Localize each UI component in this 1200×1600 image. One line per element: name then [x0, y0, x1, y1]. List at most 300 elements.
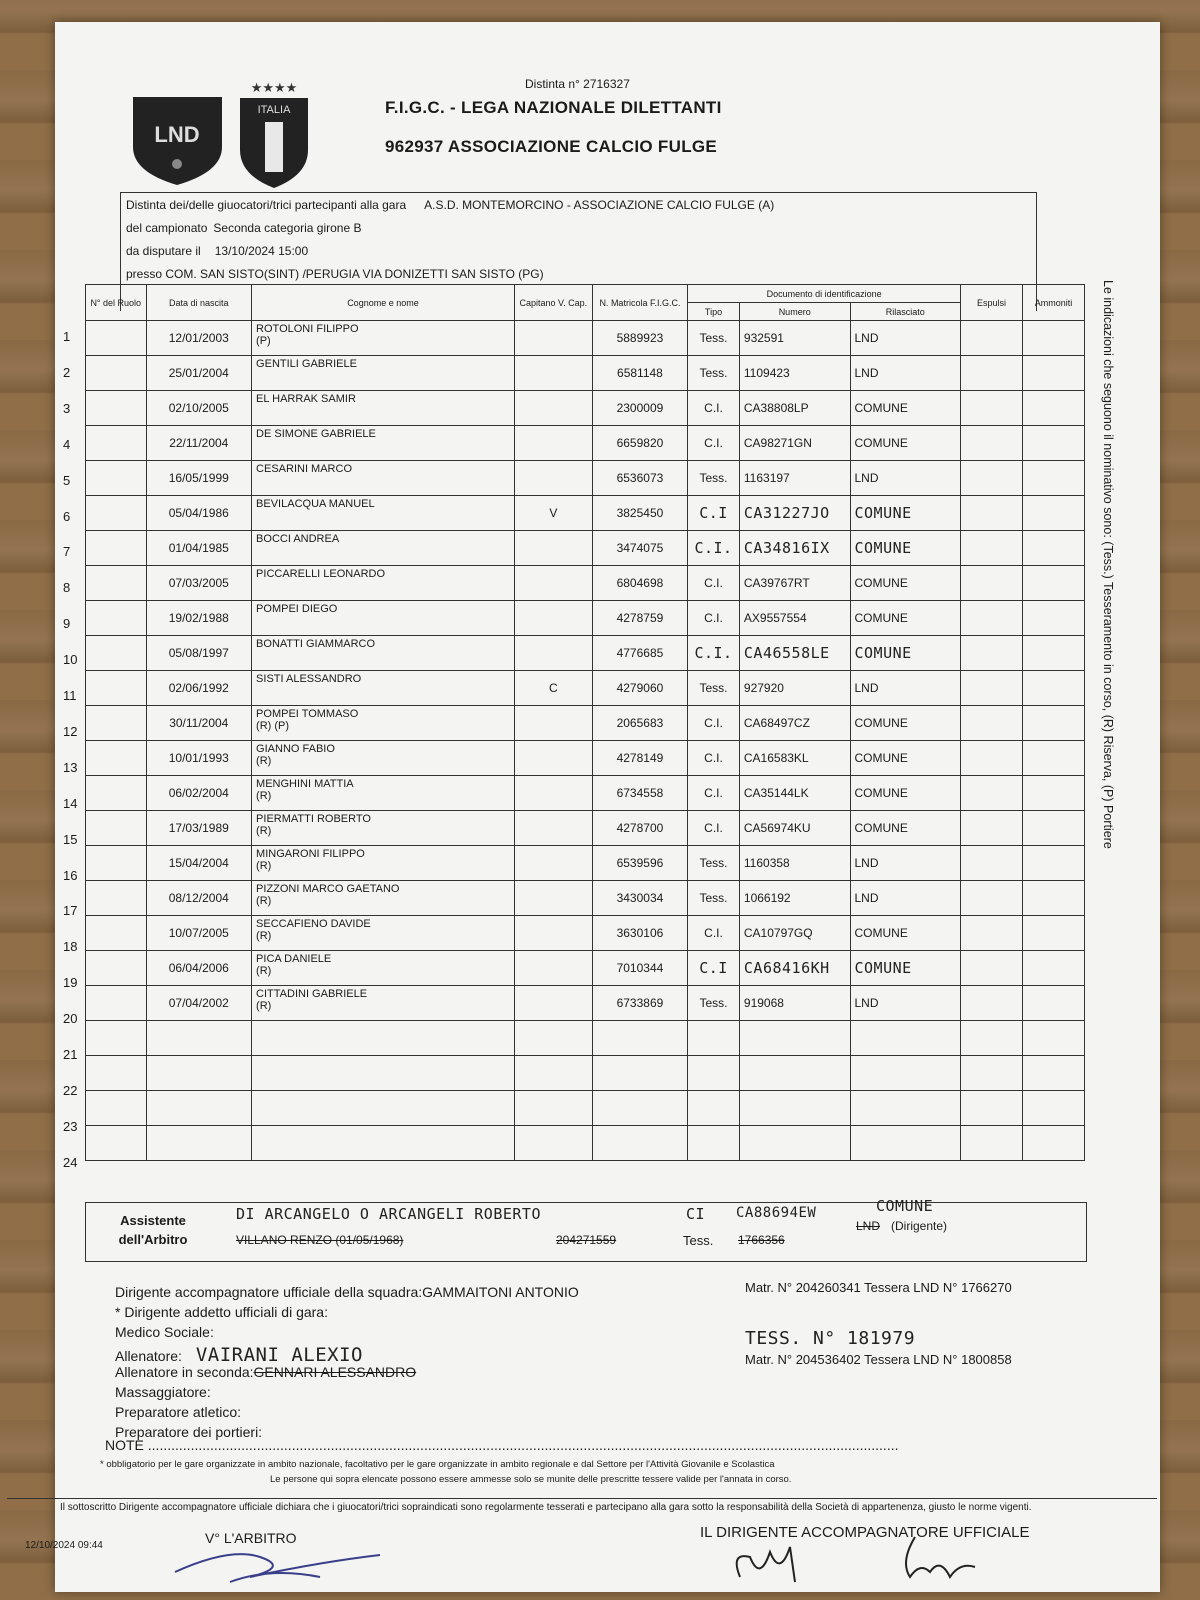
col-espulsi: Espulsi	[961, 285, 1023, 321]
name-cell	[252, 461, 515, 496]
player-name: MINGARONI FILIPPO	[256, 848, 365, 860]
doc-type-cell: C.I.	[688, 706, 740, 741]
dirigente-line: Dirigente accompagnatore ufficiale della squadra:GAMMAITONI ANTONIO	[115, 1284, 579, 1300]
doc-type-cell: C.I	[688, 496, 740, 531]
ruolo-cell	[86, 356, 147, 391]
captain-cell	[514, 1126, 592, 1161]
name-cell	[252, 531, 515, 566]
name-cell	[252, 1091, 515, 1126]
allenatore-label: Allenatore:	[115, 1348, 182, 1364]
doc-issuer-cell	[850, 1056, 961, 1091]
header-club: 962937 ASSOCIAZIONE CALCIO FULGE	[385, 137, 718, 156]
espulsi-cell	[961, 566, 1023, 601]
doc-number-cell: CA68497CZ	[739, 706, 850, 741]
name-cell	[252, 496, 515, 531]
doc-number-cell: CA98271GN	[739, 426, 850, 461]
espulsi-cell	[961, 1126, 1023, 1161]
col-ammoniti: Ammoniti	[1023, 285, 1085, 321]
player-name: DE SIMONE GABRIELE	[256, 428, 376, 440]
seconda-struck-name: GENNARI ALESSANDRO	[253, 1364, 417, 1380]
captain-cell	[514, 566, 592, 601]
table-row	[86, 601, 1085, 636]
doc-issuer-cell: COMUNE	[850, 776, 961, 811]
col-matricola: N. Matricola F.I.G.C.	[592, 285, 687, 321]
captain-cell	[514, 1056, 592, 1091]
matricola-cell: 3825450	[592, 496, 687, 531]
player-name: CITTADINI GABRIELE	[256, 988, 368, 1000]
row-number: 12	[63, 723, 78, 739]
birthdate-cell: 01/04/1985	[146, 531, 252, 566]
doc-issuer-cell: COMUNE	[850, 531, 961, 566]
name-cell	[252, 811, 515, 846]
captain-cell	[514, 846, 592, 881]
table-row	[86, 741, 1085, 776]
ammoniti-cell	[1023, 846, 1085, 881]
espulsi-cell	[961, 741, 1023, 776]
assistente-struck-name: VILLANO RENZO (01/05/1968)	[236, 1233, 404, 1247]
row-number: 15	[63, 831, 78, 847]
table-row	[86, 1056, 1085, 1091]
captain-cell	[514, 741, 592, 776]
doc-number-cell: CA68416KH	[739, 951, 850, 986]
espulsi-cell	[961, 846, 1023, 881]
doc-number-cell: CA31227JO	[739, 496, 850, 531]
espulsi-cell	[961, 601, 1023, 636]
allenatore-tess-hand: TESS. N° 181979	[745, 1328, 916, 1349]
captain-cell	[514, 811, 592, 846]
row-number: 24	[63, 1154, 78, 1170]
ruolo-cell	[86, 741, 147, 776]
ruolo-cell	[86, 1126, 147, 1161]
espulsi-cell	[961, 671, 1023, 706]
player-name: GENTILI GABRIELE	[256, 358, 357, 370]
ammoniti-cell	[1023, 1126, 1085, 1161]
table-row	[86, 776, 1085, 811]
doc-issuer-cell: LND	[850, 356, 961, 391]
matricola-cell: 5889923	[592, 321, 687, 356]
ruolo-cell	[86, 671, 147, 706]
name-cell	[252, 776, 515, 811]
espulsi-cell	[961, 531, 1023, 566]
ruolo-cell	[86, 426, 147, 461]
doc-issuer-cell: COMUNE	[850, 496, 961, 531]
doc-number-cell: CA10797GQ	[739, 916, 850, 951]
assistente-num-struck: 1766356	[738, 1233, 785, 1247]
espulsi-cell	[961, 391, 1023, 426]
dichiarazione: Il sottoscritto Dirigente accompagnatore ufficiale dichiara che i giuocatori/trici sopraindicati sono regolarmente tesserati e partecipano alla gara sotto la responsabilità della Società di appartenenza, giusto le norme vigenti.	[60, 1502, 1032, 1513]
ammoniti-cell	[1023, 706, 1085, 741]
print-timestamp: 12/10/2024 09:44	[25, 1540, 103, 1551]
note-line: NOTE .................................................................................................................................................................................................	[105, 1437, 899, 1453]
table-row	[86, 566, 1085, 601]
doc-type-cell: C.I.	[688, 426, 740, 461]
ammoniti-cell	[1023, 461, 1085, 496]
ruolo-cell	[86, 531, 147, 566]
birthdate-cell: 05/04/1986	[146, 496, 252, 531]
matricola-cell: 6659820	[592, 426, 687, 461]
row-number: 22	[63, 1082, 78, 1098]
doc-issuer-cell: COMUNE	[850, 916, 961, 951]
birthdate-cell: 05/08/1997	[146, 636, 252, 671]
birthdate-cell: 02/06/1992	[146, 671, 252, 706]
player-name: PICA DANIELE	[256, 953, 332, 965]
birthdate-cell: 15/04/2004	[146, 846, 252, 881]
espulsi-cell	[961, 461, 1023, 496]
doc-number-cell: 1160358	[739, 846, 850, 881]
doc-type-cell: Tess.	[688, 846, 740, 881]
ruolo-cell	[86, 461, 147, 496]
assistente-struck-matr: 204271559	[556, 1233, 617, 1247]
player-name: PICCARELLI LEONARDO	[256, 568, 386, 580]
doc-issuer-cell: LND	[850, 881, 961, 916]
player-name: PIZZONI MARCO GAETANO	[256, 883, 400, 895]
table-row	[86, 461, 1085, 496]
assistente-num-hand: CA88694EW	[736, 1205, 817, 1221]
player-note: (R)	[256, 790, 272, 802]
ammoniti-cell	[1023, 1091, 1085, 1126]
ammoniti-cell	[1023, 356, 1085, 391]
espulsi-cell	[961, 356, 1023, 391]
ammoniti-cell	[1023, 566, 1085, 601]
ammoniti-cell	[1023, 986, 1085, 1021]
ruolo-cell	[86, 1056, 147, 1091]
doc-type-cell: C.I.	[688, 391, 740, 426]
player-note: (R)	[256, 965, 272, 977]
doc-issuer-cell: COMUNE	[850, 426, 961, 461]
table-row	[86, 496, 1085, 531]
date-line: da disputare il 13/10/2024 15:00	[126, 244, 309, 258]
player-name: BONATTI GIAMMARCO	[256, 638, 376, 650]
captain-cell	[514, 881, 592, 916]
table-row	[86, 426, 1085, 461]
player-note: (R) (P)	[256, 720, 290, 732]
ruolo-cell	[86, 321, 147, 356]
table-row	[86, 951, 1085, 986]
seconda-label: Allenatore in seconda:	[115, 1364, 254, 1380]
doc-type-cell: C.I.	[688, 636, 740, 671]
ammesse-note: Le persone qui sopra elencate possono essere ammesse solo se munite delle prescritte tessere valide per l'annata in corso.	[270, 1474, 792, 1485]
matricola-cell: 4278149	[592, 741, 687, 776]
doc-type-cell: C.I.	[688, 531, 740, 566]
matricola-cell: 6733869	[592, 986, 687, 1021]
doc-number-cell	[739, 1091, 850, 1126]
birthdate-cell: 10/01/1993	[146, 741, 252, 776]
espulsi-cell	[961, 1056, 1023, 1091]
col-nascita: Data di nascita	[146, 285, 252, 321]
matricola-cell: 4279060	[592, 671, 687, 706]
matricola-cell	[592, 1126, 687, 1161]
table-row	[86, 706, 1085, 741]
name-cell	[252, 951, 515, 986]
table-row	[86, 846, 1085, 881]
matricola-cell	[592, 1021, 687, 1056]
espulsi-cell	[961, 321, 1023, 356]
row-number: 18	[63, 939, 78, 955]
massaggiatore-line: Massaggiatore:	[115, 1384, 211, 1400]
captain-cell	[514, 321, 592, 356]
doc-type-cell: C.I.	[688, 741, 740, 776]
espulsi-cell	[961, 776, 1023, 811]
captain-cell	[514, 951, 592, 986]
doc-issuer-cell: COMUNE	[850, 951, 961, 986]
player-note: (R)	[256, 755, 272, 767]
col-nome: Cognome e nome	[252, 285, 515, 321]
ammoniti-cell	[1023, 321, 1085, 356]
name-cell	[252, 391, 515, 426]
doc-number-cell: 1066192	[739, 881, 850, 916]
name-cell	[252, 1056, 515, 1091]
ruolo-cell	[86, 391, 147, 426]
row-number: 19	[63, 975, 78, 991]
ammoniti-cell	[1023, 881, 1085, 916]
doc-type-cell: C.I.	[688, 776, 740, 811]
row-number: 17	[63, 903, 78, 919]
doc-issuer-cell: COMUNE	[850, 566, 961, 601]
player-note: (R)	[256, 930, 272, 942]
name-cell	[252, 986, 515, 1021]
matricola-cell: 7010344	[592, 951, 687, 986]
assistente-ril-note: (Dirigente)	[891, 1219, 948, 1233]
document-sheet	[25, 22, 1160, 1592]
doc-type-cell: C.I	[688, 951, 740, 986]
player-name: SECCAFIENO DAVIDE	[256, 918, 371, 930]
espulsi-cell	[961, 1091, 1023, 1126]
matricola-cell: 3630106	[592, 916, 687, 951]
matricola-cell: 4278759	[592, 601, 687, 636]
ruolo-cell	[86, 601, 147, 636]
ammoniti-cell	[1023, 811, 1085, 846]
captain-cell	[514, 916, 592, 951]
name-cell	[252, 321, 515, 356]
svg-text:ITALIA: ITALIA	[257, 104, 291, 116]
seconda-matr: Matr. N° 204536402 Tessera LND N° 1800858	[745, 1352, 1012, 1367]
matricola-cell: 2300009	[592, 391, 687, 426]
doc-type-cell: C.I.	[688, 566, 740, 601]
espulsi-cell	[961, 706, 1023, 741]
doc-number-cell: 1163197	[739, 461, 850, 496]
row-number: 16	[63, 867, 78, 883]
doc-number-cell: CA34816IX	[739, 531, 850, 566]
table-row	[86, 531, 1085, 566]
birthdate-cell: 08/12/2004	[146, 881, 252, 916]
svg-text:LND: LND	[154, 122, 200, 147]
ruolo-cell	[86, 1021, 147, 1056]
lnd-logo	[130, 92, 225, 187]
table-row	[86, 881, 1085, 916]
name-cell	[252, 636, 515, 671]
assistente-tipo-hand: CI	[686, 1205, 706, 1223]
row-number: 11	[63, 688, 77, 703]
assistente-row	[85, 1197, 1087, 1262]
doc-number-cell: CA39767RT	[739, 566, 850, 601]
name-cell	[252, 356, 515, 391]
table-row	[86, 1021, 1085, 1056]
birthdate-cell: 06/02/2004	[146, 776, 252, 811]
name-cell	[252, 846, 515, 881]
matricola-cell	[592, 1091, 687, 1126]
player-name: CESARINI MARCO	[256, 463, 353, 475]
doc-number-cell: 1109423	[739, 356, 850, 391]
doc-number-cell: AX9557554	[739, 601, 850, 636]
table-row	[86, 391, 1085, 426]
row-number: 13	[63, 759, 78, 775]
ammoniti-cell	[1023, 916, 1085, 951]
captain-cell	[514, 601, 592, 636]
player-list-table	[85, 284, 1085, 1161]
doc-type-cell: Tess.	[688, 321, 740, 356]
captain-cell	[514, 426, 592, 461]
matricola-cell: 6539596	[592, 846, 687, 881]
row-number: 8	[63, 580, 71, 596]
name-cell	[252, 706, 515, 741]
matricola-cell: 4278700	[592, 811, 687, 846]
birthdate-cell	[146, 1126, 252, 1161]
matricola-cell	[592, 1056, 687, 1091]
player-name: BEVILACQUA MANUEL	[256, 498, 375, 510]
doc-issuer-cell: COMUNE	[850, 636, 961, 671]
doc-type-cell: Tess.	[688, 671, 740, 706]
player-name: BOCCI ANDREA	[256, 533, 340, 545]
doc-type-cell: Tess.	[688, 986, 740, 1021]
birthdate-cell: 19/02/1988	[146, 601, 252, 636]
ammoniti-cell	[1023, 426, 1085, 461]
captain-cell	[514, 1091, 592, 1126]
captain-cell	[514, 636, 592, 671]
doc-number-cell: CA46558LE	[739, 636, 850, 671]
birthdate-cell	[146, 1056, 252, 1091]
player-name: GIANNO FABIO	[256, 743, 335, 755]
ruolo-cell	[86, 881, 147, 916]
ruolo-cell	[86, 566, 147, 601]
doc-number-cell: CA35144LK	[739, 776, 850, 811]
col-rilasciato: Rilasciato	[850, 303, 961, 321]
distinta-number: Distinta n° 2716327	[525, 77, 630, 91]
dirigente-matr: Matr. N° 204260341 Tessera LND N° 1766270	[745, 1280, 1012, 1295]
ammoniti-cell	[1023, 391, 1085, 426]
doc-number-cell: 927920	[739, 671, 850, 706]
preparatore-line: Preparatore atletico:	[115, 1404, 242, 1420]
row-number: 20	[63, 1011, 78, 1027]
table-row	[86, 811, 1085, 846]
row-number: 5	[63, 472, 71, 488]
doc-number-cell	[739, 1021, 850, 1056]
side-legend: Le indicazioni che seguono il nominativo sono: (Tess.) Tesseramento in corso, (R) Riserva, (P) Portiere	[1101, 280, 1115, 849]
col-numero: Numero	[739, 303, 850, 321]
doc-type-cell	[688, 1091, 740, 1126]
captain-cell	[514, 461, 592, 496]
doc-type-cell	[688, 1021, 740, 1056]
player-name: EL HARRAK SAMIR	[256, 393, 356, 405]
dirigente-signature	[725, 1522, 1005, 1587]
doc-issuer-cell	[850, 1021, 961, 1056]
captain-cell: V	[514, 496, 592, 531]
name-cell	[252, 671, 515, 706]
doc-issuer-cell: COMUNE	[850, 601, 961, 636]
ruolo-cell	[86, 951, 147, 986]
row-number: 1	[63, 329, 71, 344]
matricola-cell: 3430034	[592, 881, 687, 916]
name-cell	[252, 601, 515, 636]
assistente-handwritten-name: DI ARCANGELO O ARCANGELI ROBERTO	[236, 1205, 541, 1223]
name-cell	[252, 1021, 515, 1056]
player-name: PIERMATTI ROBERTO	[256, 813, 371, 825]
col-ruolo: N° del Ruolo	[86, 285, 147, 321]
ruolo-cell	[86, 706, 147, 741]
birthdate-cell	[146, 1091, 252, 1126]
doc-issuer-cell: COMUNE	[850, 811, 961, 846]
doc-issuer-cell: COMUNE	[850, 706, 961, 741]
ammoniti-cell	[1023, 601, 1085, 636]
matricola-cell: 6734558	[592, 776, 687, 811]
ruolo-cell	[86, 496, 147, 531]
table-row	[86, 356, 1085, 391]
doc-issuer-cell: LND	[850, 986, 961, 1021]
doc-type-cell: Tess.	[688, 461, 740, 496]
allenatore-line	[115, 1344, 363, 1366]
doc-number-cell: CA38808LP	[739, 391, 850, 426]
name-cell	[252, 1126, 515, 1161]
col-capitano: Capitano V. Cap.	[514, 285, 592, 321]
seconda-line	[115, 1364, 416, 1380]
matricola-cell: 6536073	[592, 461, 687, 496]
ruolo-cell	[86, 846, 147, 881]
venue-line: presso COM. SAN SISTO(SINT) /PERUGIA VIA DONIZETTI SAN SISTO (PG)	[126, 267, 544, 281]
ammoniti-cell	[1023, 1021, 1085, 1056]
espulsi-cell	[961, 426, 1023, 461]
portieri-line: Preparatore dei portieri:	[115, 1424, 263, 1440]
matricola-cell: 6804698	[592, 566, 687, 601]
row-number: 14	[63, 795, 78, 811]
row-number: 4	[63, 436, 71, 452]
espulsi-cell	[961, 916, 1023, 951]
espulsi-cell	[961, 881, 1023, 916]
doc-number-cell: 932591	[739, 321, 850, 356]
ruolo-cell	[86, 916, 147, 951]
birthdate-cell: 25/01/2004	[146, 356, 252, 391]
arbitro-label: V° L'ARBITRO	[205, 1530, 297, 1546]
col-tipo: Tipo	[688, 303, 740, 321]
captain-cell	[514, 986, 592, 1021]
doc-number-cell	[739, 1126, 850, 1161]
table-row	[86, 986, 1085, 1021]
name-cell	[252, 916, 515, 951]
row-number: 3	[63, 400, 71, 416]
player-note: (R)	[256, 825, 272, 837]
svg-text:★★★★: ★★★★	[250, 80, 298, 95]
table-row	[86, 1091, 1085, 1126]
doc-issuer-cell	[850, 1091, 961, 1126]
assistente-ril-struck: LND	[856, 1219, 881, 1233]
doc-type-cell	[688, 1126, 740, 1161]
birthdate-cell: 16/05/1999	[146, 461, 252, 496]
ammoniti-cell	[1023, 671, 1085, 706]
player-name: MENGHINI MATTIA	[256, 778, 354, 790]
birthdate-cell: 06/04/2006	[146, 951, 252, 986]
row-number: 2	[63, 364, 71, 380]
matricola-cell: 6581148	[592, 356, 687, 391]
birthdate-cell	[146, 1021, 252, 1056]
captain-cell	[514, 706, 592, 741]
ammoniti-cell	[1023, 531, 1085, 566]
ruolo-cell	[86, 811, 147, 846]
doc-issuer-cell: COMUNE	[850, 741, 961, 776]
ammoniti-cell	[1023, 1056, 1085, 1091]
captain-cell	[514, 1021, 592, 1056]
header-title: F.I.G.C. - LEGA NAZIONALE DILETTANTI	[385, 98, 722, 117]
player-note: (R)	[256, 1000, 272, 1012]
ruolo-cell	[86, 986, 147, 1021]
doc-type-cell: Tess.	[688, 356, 740, 391]
